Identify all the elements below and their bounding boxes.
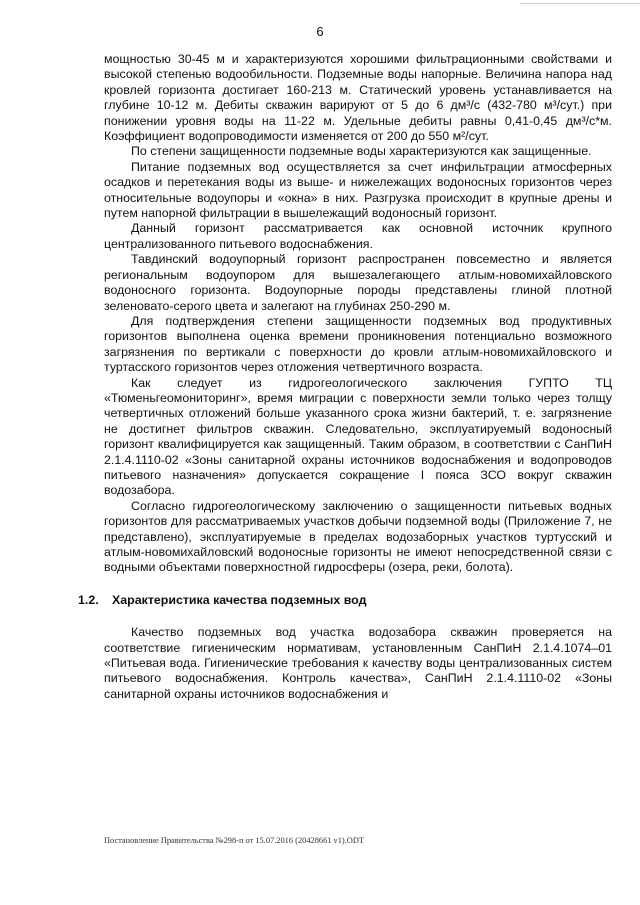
spacer <box>104 608 612 625</box>
page-number: 6 <box>316 24 324 39</box>
paragraph-main-source: Данный горизонт рассматривается как основной источник крупного централизованного питьевого водоснабжения. <box>104 221 612 251</box>
section-number: 1.2. <box>78 592 99 607</box>
document-footer: Постановление Правительства №298-п от 15.07.2016 (20428661 v1).ODT <box>104 836 365 845</box>
paragraph-hydro-connection: Согласно гидрогеологическому заключению о защищенности питьевых водных горизонтов для рассматриваемых участков добычи подземной воды (Приложение 7, не представлено), эксплуатируемые в пределах водозаборных участков туртусский и атлым-новомихайловский водоносные горизонты не имеют непосредственной связи с водными объектами поверхностной гидросферы (озера, реки, болота). <box>104 498 612 575</box>
document-body <box>78 52 612 702</box>
section-heading <box>78 592 612 608</box>
paragraph-migration-assessment: Для подтверждения степени защищенности подземных вод продуктивных горизонтов выполнена оценка времени проникновения потенциально возможного загрязнения по вертикали с поверхности до кровли атлым-новомихайловского и туртасского горизонтов через отложения четвертичного возраста. <box>104 313 612 375</box>
paragraph-protection: По степени защищенности подземные воды характеризуются как защищенные. <box>131 144 592 159</box>
paragraph-water-quality: Качество подземных вод участка водозабора скважин проверяется на соответствие гигиеническим нормативам, установленным СанПиН 2.1.4.1074–01 «Питьевая вода. Гигиенические требования к качеству воды централизованных систем питьевого водоснабжения. Контроль качества», СанПиН 2.1.4.1110-02 «Зоны санитарной охраны источников водоснабжения и <box>104 625 612 701</box>
paragraph-tavda-aquitard: Тавдинский водоупорный горизонт распространен повсеместно и является региональным водоупором для вышезалегающего атлым-новомихайловского водоносного горизонта. Водоупорные породы представлены глиной плотной зеленовато-серого цвета и залегают на глубинах 250-290 м. <box>104 252 612 313</box>
spacer <box>104 576 612 593</box>
section-title: Характеристика качества подземных вод <box>112 592 367 607</box>
top-rule <box>520 3 640 4</box>
paragraph-aquifer-properties: мощностью 30-45 м и характеризуются хорошими фильтрационными свойствами и высокой степенью водообильности. Подземные воды напорные. Величина напора над кровлей горизонта достигает 160-213 м. Статический уровень устанавливается на глубине 10-12 м. Дебиты скважин варируют от 5 до 6 дм³/с (432-780 м³/сут.) при понижении уровня воды на 11-22 м. Удельные дебиты равны 0,41-0,45 дм³/с*м. Коэффициент водопроводимости изменяется от 200 до 550 м²/сут. <box>104 52 612 144</box>
paragraph-recharge: Питание подземных вод осуществляется за счет инфильтрации атмосферных осадков и перетекания воды из выше- и нижележащих водоносных горизонтов через относительные водоупоры и «окна» в них. Разгрузка происходит в крупные дрены и путем напорной фильтрации в вышележащий водоносный горизонт. <box>104 159 612 221</box>
paragraph-conclusion: Как следует из гидрогеологического заключения ГУПТО ТЦ «Тюменьгеомониторинг», время миграции с поверхности земли только через толщу четвертичных отложений больше указанного срока жизни бактерий, т. е. загрязнение не достигнет фильтров скважин. Следовательно, эксплуатируемый водоносный горизонт квалифицируется как защищенный. Таким образом, в соответствии с СанПиН 2.1.4.1110-02 «Зоны санитарной охраны источников водоснабжения и водопроводов питьевого назначения» допускается сокращение I пояса ЗСО вокруг скважин водозабора. <box>104 375 612 498</box>
